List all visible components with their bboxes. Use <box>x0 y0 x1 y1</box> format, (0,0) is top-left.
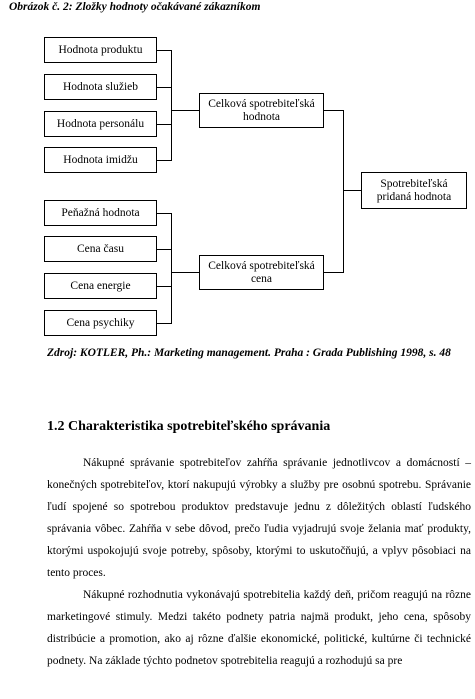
box-image-value: Hodnota imidžu <box>44 147 157 173</box>
paragraph-text: Nákupné rozhodnutia vykonávajú spotrebitelia každý deň, pričom reagujú na rôzne marketingové stimuly. Medzi takéto podnety patria najmä produkt, jeho cena, spôsoby distribúcie a promotion, ako aj rôzne ďalšie ekonomické, politické, kultúrne či technické podnety. Na základe týchto podnetov spotrebitelia reagujú a rozhodujú sa pre <box>47 589 471 667</box>
box-energy-cost: Cena energie <box>44 273 157 299</box>
connector <box>157 160 172 161</box>
box-product-value: Hodnota produktu <box>44 37 157 63</box>
paragraph-text: Nákupné správanie spotrebiteľov zahŕňa správanie jednotlivcov a domácností – konečných spotrebiteľov, ktorí nakupujú výrobky a služby pre osobnú spotrebu. Správanie ľudí spojené so spotrebou produktov predstavuje jednu z dôležitých oblastí ľudského správania vôbec. Zahŕňa v sebe dôvod, prečo ľudia vyjadrujú svoje želania mať produkty, ktorými uspokojujú svoje potreby, spôsoby, ktorými to uskutočňujú, a vplyv pôsobiaci na tento proces. <box>47 457 471 579</box>
connector <box>171 110 199 111</box>
box-customer-added-value: Spotrebiteľská pridaná hodnota <box>361 172 467 209</box>
connector <box>324 272 344 273</box>
figure-caption: Obrázok č. 2: Zložky hodnoty očakávané zákazníkom <box>9 1 261 13</box>
connector <box>324 110 344 111</box>
box-time-cost: Cena času <box>44 236 157 262</box>
box-service-value: Hodnota služieb <box>44 74 157 100</box>
figure-source: Zdroj: KOTLER, Ph.: Marketing management. Praha : Grada Publishing 1998, s. 48 <box>47 347 451 359</box>
connector <box>157 323 172 324</box>
connector <box>157 213 172 214</box>
value-components-diagram <box>0 0 475 345</box>
section-heading: 1.2 Charakteristika spotrebiteľského správania <box>47 419 331 434</box>
paragraph <box>47 584 471 672</box>
connector <box>157 249 172 250</box>
box-total-value: Celková spotrebiteľská hodnota <box>199 93 324 128</box>
box-psychic-cost: Cena psychiky <box>44 310 157 336</box>
connector <box>171 50 172 161</box>
connector <box>157 87 172 88</box>
connector <box>171 272 199 273</box>
box-monetary-cost: Peňažná hodnota <box>44 200 157 226</box>
connector <box>343 110 344 273</box>
connector <box>157 50 172 51</box>
connector <box>171 213 172 324</box>
box-personnel-value: Hodnota personálu <box>44 111 157 137</box>
connector <box>343 190 361 191</box>
box-total-cost: Celková spotrebiteľská cena <box>199 255 324 290</box>
connector <box>157 286 172 287</box>
connector <box>157 124 172 125</box>
paragraph <box>47 452 471 584</box>
